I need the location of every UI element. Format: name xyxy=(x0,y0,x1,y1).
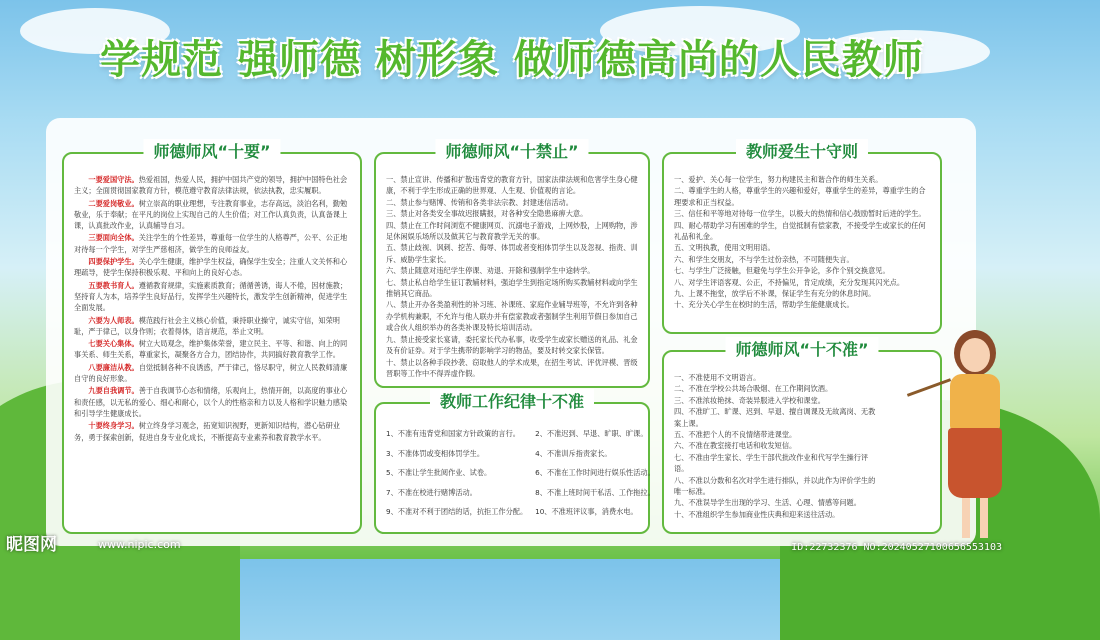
list-item: 八、对学生评语客观、公正，不持偏见，肯定成绩，充分发现其闪光点。 xyxy=(674,277,905,287)
rule-label: 三要面向全体。 xyxy=(88,233,139,243)
rule-text: 热爱祖国，热爱人民，拥护中国共产党的领导，拥护中国特色社会主义；全面贯彻国家教育方针，模范遵守教育法律法规，依法执教，忠实履职。 xyxy=(74,175,348,196)
list-item: 10、不准班评议事，消费水电。 xyxy=(535,507,638,517)
rule-label: 一要爱国守法。 xyxy=(88,175,139,184)
list-item: 九、上课不拖堂，放学后不补课，保证学生有充分的休息时间。 xyxy=(674,289,876,299)
list-item: 五、文明执教，使用文明用语。 xyxy=(674,243,775,253)
list-item: 八、禁止开办各类盈利性的补习班、补课班、家庭作业辅导班等，不允许到各种办学机构兼职，不允许与他人联办并有偿家教或者强制学生利用节假日参加自己或合伙人组织举办的各类补课及特长培训活动。 xyxy=(386,300,638,333)
watermark-id: ID:22732376 NO:20240527100656553103 xyxy=(791,542,1002,553)
list-item: 四、不准旷工、旷课、迟到、早退、擅自调课及无故离岗、无教案上课。 xyxy=(674,407,876,428)
rule-text: 树立崇高的职业理想，专注教育事业，志存高远，淡泊名利，勤勉敬业，乐于奉献；在平凡的岗位上实现自己的人生价值；对工作认真负责，认真备课上课，认真批改作业，认真辅导自习。 xyxy=(74,198,348,231)
list-item: 七、禁止私自给学生征订教辅材料，强迫学生到指定场所购买教辅材料或向学生推销其它商品。 xyxy=(386,277,638,299)
panel-work-discipline xyxy=(374,392,655,534)
list-item: 四、禁止在工作时间浏览不健康网页、沉溺电子游戏，上网炒股，上网购物，涉足休闲娱乐场所以及做其它与教育教学无关的事。 xyxy=(386,220,638,242)
list-item: 7、不准在校进行赌博活动。 xyxy=(386,487,477,497)
list-item: 五、禁止歧视、讽刺、挖苦、侮辱、体罚或者变相体罚学生以及忽视、指责、训斥、威胁学生家长。 xyxy=(386,243,638,264)
list-item: 五、不准把个人的不良情绪带进课堂。 xyxy=(674,430,797,440)
rule-text: 树立终身学习观念，拓宽知识视野，更新知识结构，潜心钻研业务，勇于探索创新，促进自身专业化成长，不断提高专业素养和教育教学水平。 xyxy=(74,421,340,442)
panel-ten-forbidden xyxy=(662,340,942,534)
rule-label: 九要自我调节。 xyxy=(88,386,139,396)
list-item: 4、不准训斥指责家长。 xyxy=(535,448,612,458)
rule-item xyxy=(74,198,350,232)
watermark-site: www.nipic.com xyxy=(98,538,181,551)
rule-item xyxy=(74,232,350,255)
rule-text: 模范践行社会主义核心价值，秉持职业操守，诚实守信，知荣明耻，严于律己，以身作则；衣着得体，语言规范，举止文明。 xyxy=(74,315,340,336)
watermark-logo: 昵图网 xyxy=(6,535,57,555)
list-item: 2、不准迟到、早退、旷职、旷课。 xyxy=(535,429,648,438)
list-item: 5、不准让学生批阅作业、试卷。 xyxy=(386,468,492,478)
list-item: 十、禁止以各种手段抄袭、窃取他人的学术成果，在招生考试、评优评模、晋级晋职等工作中不得弄虚作假。 xyxy=(386,357,638,378)
list-item: 3、不准体罚或变相体罚学生。 xyxy=(386,448,485,458)
panel-body xyxy=(674,372,882,526)
list-item: 三、禁止对各类安全事故迟报瞒报，对各种安全隐患麻痹大意。 xyxy=(386,209,588,219)
list-item: 一、不准使用不文明语言。 xyxy=(674,373,761,382)
list-item: 九、禁止接受家长宴请，委托家长代办私事，收受学生或家长赠送的礼品、礼金及有价证券。对于学生携带的影响学习的物品，要及时转交家长保管。 xyxy=(386,334,638,356)
rule-label: 五要教书育人。 xyxy=(88,280,139,290)
rule-text: 关注学生的个性差异，尊重每一位学生的人格尊严，公平、公正地对待每一个学生，对学生严慈相济，做学生的良师益友。 xyxy=(74,233,348,254)
rule-label: 七要关心集体。 xyxy=(88,339,139,349)
panel-ten-requirements xyxy=(62,142,362,534)
list-item: 六、和学生交朋友，不与学生过份亲热，不可随便失言。 xyxy=(674,254,854,264)
rule-text: 遵循教育规律，实施素质教育；循循善诱，诲人不倦，因材施教；坚持育人为本，培养学生良好品行，发挥学生兴趣特长，激发学生创新精神，促进学生全面发展。 xyxy=(74,280,348,313)
list-item: 二、尊重学生的人格，尊重学生的兴趣和爱好，尊重学生的差异，尊重学生的合理要求和正当权益。 xyxy=(674,186,926,207)
list-item: 六、禁止随意对违纪学生停课、劝退、开除和强制学生中途转学。 xyxy=(386,266,595,276)
rule-item xyxy=(74,420,350,443)
panel-body xyxy=(386,174,638,380)
list-item: 八、不准以分数和名次对学生进行排队，并以此作为评价学生的唯一标准。 xyxy=(674,475,876,497)
rule-item xyxy=(74,385,350,419)
list-item: 一、禁止宣讲、传播和扩散违背党的教育方针，国家法律法规和危害学生身心健康，不利于学生形成正确的世界观、人生观、价值观的言论。 xyxy=(386,175,638,196)
list-item: 十、充分关心学生在校时的生活，帮助学生能健康成长。 xyxy=(674,300,854,310)
panel-body xyxy=(74,174,350,526)
rule-label: 六要为人师表。 xyxy=(88,315,139,325)
list-item: 6、不准在工作时间进行娱乐性活动。 xyxy=(535,468,655,478)
list-item: 1、不准有违背党和国家方针政策的言行。 xyxy=(386,429,520,438)
panel-caring-rules xyxy=(662,142,942,334)
list-item: 9、不准对不利于团结的话，抗拒工作分配。 xyxy=(386,507,528,517)
rule-text: 关心学生健康，维护学生权益，确保学生安全；注重人文关怀和心理疏导，使学生保持积极乐观、平和向上的良好心态。 xyxy=(74,257,348,278)
list-item: 七、不准由学生家长、学生干部代批改作业和代写学生操行评语。 xyxy=(674,452,869,474)
page-title: 学规范 强师德 树形象 做师德高尚的人民教师 xyxy=(100,37,924,83)
rule-label: 八要廉洁从教。 xyxy=(88,362,139,372)
rule-item xyxy=(74,362,350,385)
list-item: 十、不准组织学生参加商业性庆典和迎来送往活动。 xyxy=(674,509,840,519)
list-item: 三、信任和平等地对待每一位学生，以极大的热情和信心鼓励暂时后进的学生。 xyxy=(674,209,926,219)
list-item: 六、不准在教室接打电话和收发短信。 xyxy=(674,441,797,451)
list-item: 九、不准误导学生出现的学习、生活、心理、情感等问题。 xyxy=(674,498,861,508)
rule-label: 二要爱岗敬业。 xyxy=(88,198,139,208)
content-board xyxy=(46,118,976,546)
panel-title: 师德师风“十禁止” xyxy=(435,139,588,162)
list-item: 七、与学生广泛接触，但避免与学生公开争论，多作个别交换意见。 xyxy=(674,266,890,276)
list-item: 三、不准浓妆艳抹、奇装异服进入学校和课堂。 xyxy=(674,395,825,405)
rule-item xyxy=(74,174,350,197)
rule-item xyxy=(74,280,350,314)
list-item: 四、耐心帮助学习有困难的学生，自觉抵制有偿家教，不接受学生或家长的任何礼品和礼金。 xyxy=(674,220,926,242)
panel-title: 教师工作纪律十不准 xyxy=(430,389,594,412)
list-item: 一、爱护、关心每一位学生，努力构建民主和谐合作的师生关系。 xyxy=(674,175,883,184)
rule-text: 树立大局观念，维护集体荣誉，建立民主、平等、和谐、向上的同事关系、师生关系，尊重家长，凝聚各方合力，团结协作，共同搞好教育教学工作。 xyxy=(74,339,348,360)
panel-ten-prohibitions xyxy=(374,142,650,388)
panel-body xyxy=(674,174,930,326)
rule-item xyxy=(74,315,350,338)
rule-label: 十要终身学习。 xyxy=(88,421,139,431)
panel-title: 师德师风“十不准” xyxy=(725,337,878,360)
panel-title: 师德师风“十要” xyxy=(143,139,280,162)
rule-label: 四要保护学生。 xyxy=(88,257,139,267)
list-item: 8、不准上班时间干私活、工作拖拉。 xyxy=(535,487,655,497)
rule-text: 善于自我调节心态和情绪，乐观向上，热情开朗，以高度的事业心和责任感，以无私的爱心、细心和耐心，以个人的性格亲和力以及人格和学识魅力感染和引导学生健康成长。 xyxy=(74,386,348,418)
list-item: 二、不准在学校公共场合吸烟、在工作期间饮酒。 xyxy=(674,384,833,394)
rule-item xyxy=(74,338,350,361)
rule-text: 自觉抵制各种不良诱惑，严于律己，恪尽职守，树立人民教师清廉自守的良好形象。 xyxy=(74,362,348,384)
panel-body xyxy=(386,428,655,526)
list-item: 二、禁止参与赌博、传销和各类非法宗教、封建迷信活动。 xyxy=(386,197,573,207)
rule-item xyxy=(74,256,350,279)
teacher-illustration xyxy=(940,330,1010,550)
panel-title: 教师爱生十守则 xyxy=(736,139,868,162)
